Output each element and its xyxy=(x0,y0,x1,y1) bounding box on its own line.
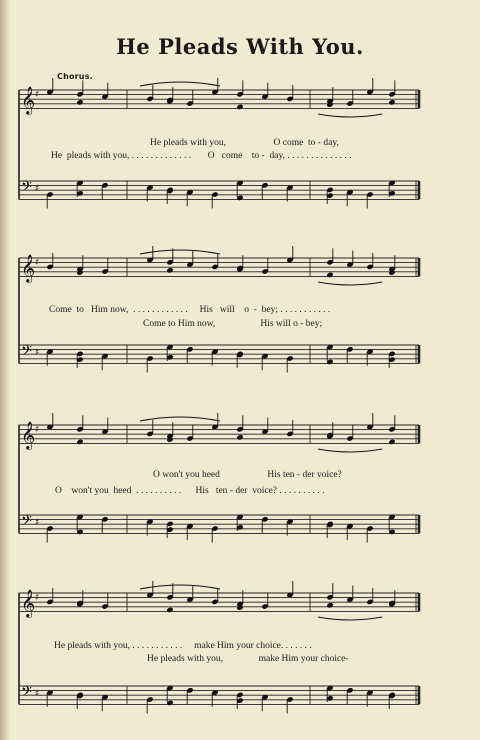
lyric-line-upper: Come to Him now, . . . . . . . . . . . . His will o - bey; . . . . . . . . . . . xyxy=(49,305,331,315)
tie-arc xyxy=(140,250,220,254)
tie-arc xyxy=(318,282,382,285)
treble-clef-icon: 𝄞 xyxy=(21,86,36,114)
sharp-icon: ♯ xyxy=(35,425,40,435)
lyric-line-lower: O won't you heed . . . . . . . . . . His ten - der voice? . . . . . . . . . . xyxy=(55,486,325,496)
hymn-title: He Pleads With You. xyxy=(116,34,364,59)
bass-clef-icon: 𝄢 xyxy=(21,179,32,199)
treble-clef-icon: 𝄞 xyxy=(21,254,36,282)
bass-clef-icon: 𝄢 xyxy=(21,513,32,533)
lyric-line-lower: He pleads with you, make Him your choice- xyxy=(147,654,349,664)
note-head xyxy=(236,104,243,110)
note-head xyxy=(236,434,243,440)
note-head xyxy=(326,272,333,278)
note-head xyxy=(76,439,83,445)
chorus-label: Chorus. xyxy=(57,72,93,81)
lyric-line-upper: He pleads with you, O come to - day, xyxy=(150,138,339,148)
tie-arc xyxy=(140,82,220,86)
sharp-icon: ♯ xyxy=(35,348,40,358)
sharp-icon: ♯ xyxy=(35,90,40,100)
treble-clef-icon: 𝄞 xyxy=(21,589,36,617)
bass-clef-icon: 𝄢 xyxy=(21,684,32,704)
lyric-line-upper: O won't you heed His ten - der voice? xyxy=(153,470,342,480)
note-head xyxy=(388,439,395,445)
music-glyphs xyxy=(21,78,396,714)
sharp-icon: ♯ xyxy=(35,689,40,699)
sharp-icon: ♯ xyxy=(35,258,40,268)
lyric-line-lower: Come to Him now, His will o - bey; xyxy=(143,319,323,329)
note-head xyxy=(76,99,83,105)
lyric-line-lower: He pleads with you, . . . . . . . . . . . . . O come to - day, . . . . . . . . . . . . . . xyxy=(51,151,352,161)
note-head xyxy=(326,602,333,608)
bass-clef-icon: 𝄢 xyxy=(21,343,32,363)
note-head xyxy=(388,99,395,105)
sharp-icon: ♯ xyxy=(35,593,40,603)
tie-arc xyxy=(318,114,382,117)
note-head xyxy=(166,267,173,273)
lyric-line-upper: He pleads with you, . . . . . . . . . . . make Him your choice. . . . . . . xyxy=(54,641,312,651)
sharp-icon: ♯ xyxy=(35,184,40,194)
tie-arc xyxy=(140,585,220,589)
note-head xyxy=(166,607,173,613)
tie-arc xyxy=(140,417,220,421)
tie-arc xyxy=(318,617,382,620)
treble-clef-icon: 𝄞 xyxy=(21,421,36,449)
sharp-icon: ♯ xyxy=(35,518,40,528)
tie-arc xyxy=(318,449,382,452)
